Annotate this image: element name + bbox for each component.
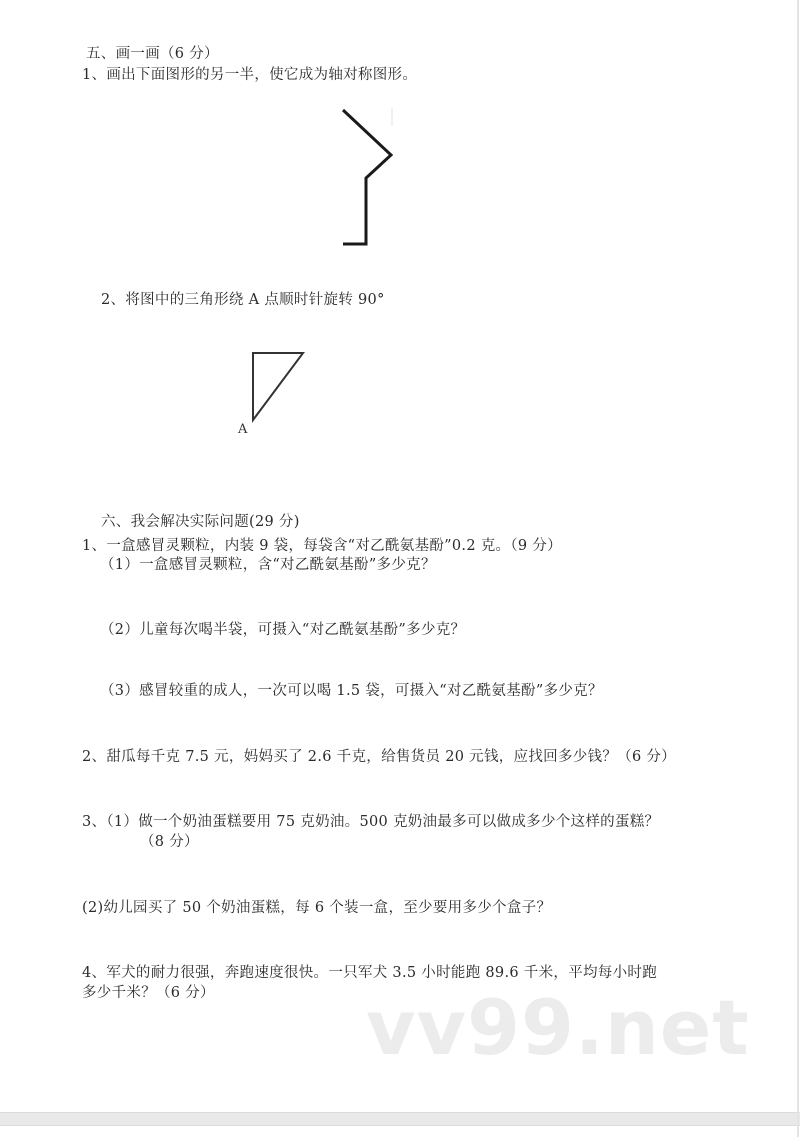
q1-sub2: （2）儿童每次喝半袋，可摄入“对乙酰氨基酚”多少克？	[100, 622, 466, 638]
right-edge-border	[797, 0, 799, 1137]
section5-question-1: 1、画出下面图形的另一半，使它成为轴对称图形。	[82, 67, 418, 83]
triangle-figure	[253, 353, 303, 420]
q3-sub1-score: （8 分）	[140, 834, 199, 850]
q1-sub1: （1）一盒感冒灵颗粒，含“对乙酰氨基酚”多少克？	[100, 557, 436, 573]
section6-title: 六、我会解决实际问题(29 分)	[101, 514, 300, 530]
q3-sub2: (2)幼儿园买了 50 个奶油蛋糕，每 6 个装一盒，至少要用多少个盒子？	[82, 900, 552, 916]
half-shape-figure	[343, 108, 392, 244]
q4-line2: 多少千米？（6 分）	[82, 985, 215, 1001]
triangle-point-a-label: A	[238, 422, 248, 437]
q1-stem: 1、一盒感冒灵颗粒，内装 9 袋，每袋含“对乙酰氨基酚”0.2 克。（9 分）	[82, 538, 562, 554]
section5-question-2: 2、将图中的三角形绕 A 点顺时针旋转 90°	[101, 292, 385, 308]
page-bottom-separator	[0, 1112, 800, 1126]
q4-line1: 4、军犬的耐力很强，奔跑速度很快。一只军犬 3.5 小时能跑 89.6 千米，平均每小时跑	[82, 965, 658, 981]
q3-sub1: 3、（1）做一个奶油蛋糕要用 75 克奶油。500 克奶油最多可以做成多少个这样的蛋糕？	[82, 814, 660, 830]
q2-text: 2、甜瓜每千克 7.5 元，妈妈买了 2.6 千克，给售货员 20 元钱，应找回多少钱？（6 分）	[82, 749, 676, 765]
q1-sub3: （3）感冒较重的成人，一次可以喝 1.5 袋，可摄入“对乙酰氨基酚”多少克？	[100, 683, 603, 699]
watermark: vv99.net	[366, 983, 750, 1072]
section5-title: 五、画一画（6 分）	[86, 46, 219, 62]
